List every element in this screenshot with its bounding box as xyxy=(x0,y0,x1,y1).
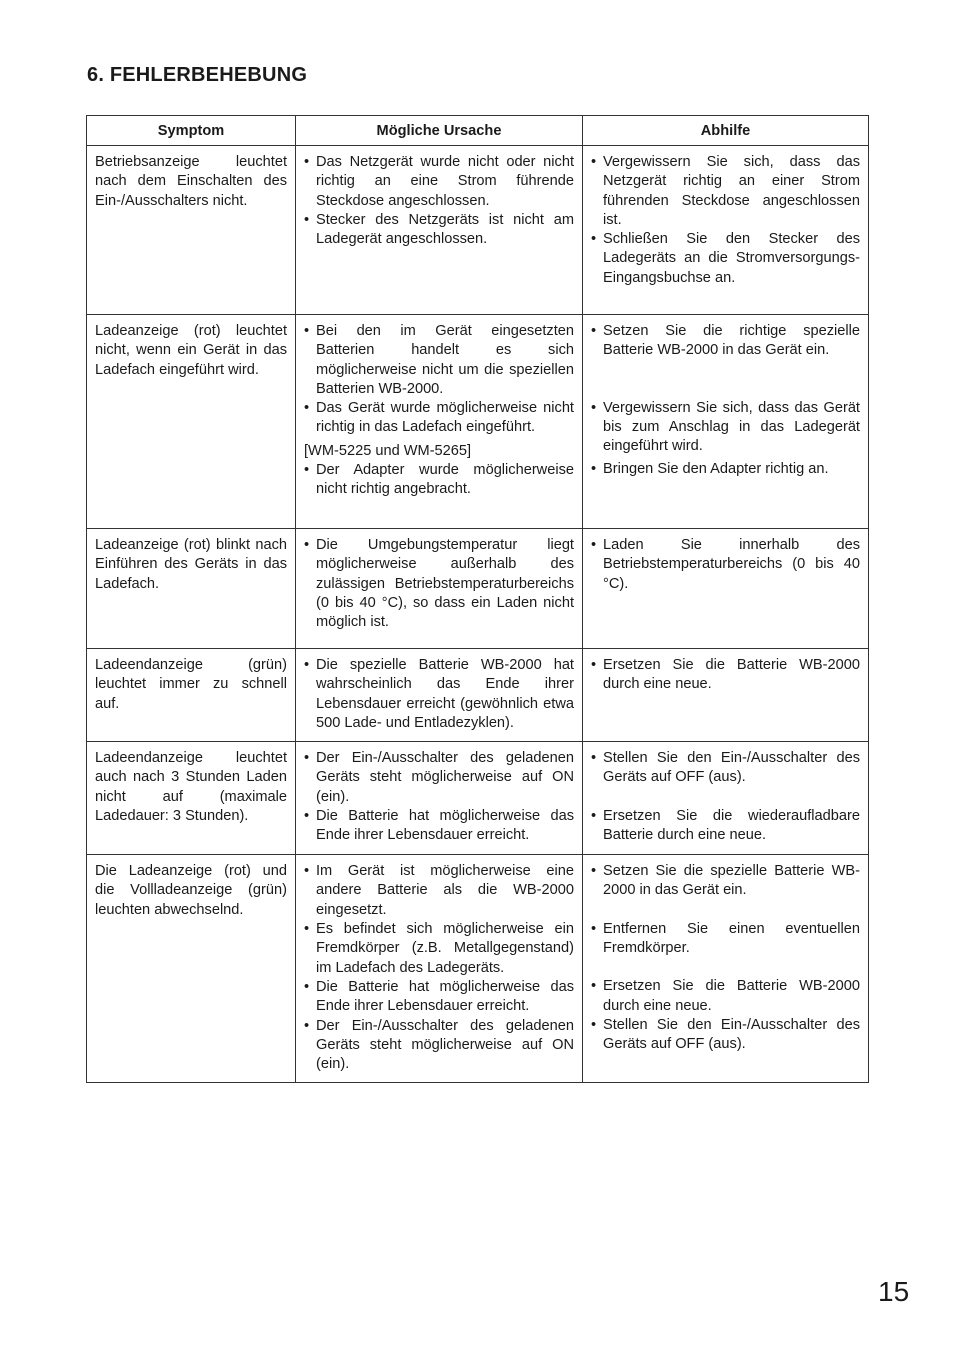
cause-cell xyxy=(296,146,583,315)
remedy-item: • Ersetzen Sie die Batterie WB-2000 durch eine neue. xyxy=(591,977,860,1016)
remedy-cell xyxy=(583,742,869,855)
remedy-item: • Bringen Sie den Adapter richtig an. xyxy=(591,460,860,479)
table-row xyxy=(87,742,869,855)
spacer xyxy=(591,788,860,807)
symptom-cell: Ladeendanzeige leuchtet auch nach 3 Stunden Laden nicht auf (maximale Ladedauer: 3 Stunden). xyxy=(87,742,296,855)
header-symptom: Symptom xyxy=(87,116,296,146)
remedy-item: • Setzen Sie die spezielle Batterie WB-2000 in das Gerät ein. xyxy=(591,862,860,901)
cause-item: • Stecker des Netzgeräts ist nicht am Ladegerät angeschlossen. xyxy=(304,211,574,250)
cause-cell xyxy=(296,649,583,742)
header-remedy: Abhilfe xyxy=(583,116,869,146)
table-row xyxy=(87,529,869,649)
cause-item: • Das Netzgerät wurde nicht oder nicht richtig an eine Strom führende Steckdose angeschlossen. xyxy=(304,153,574,211)
cause-cell xyxy=(296,855,583,1083)
page-number: 15 xyxy=(878,1276,910,1307)
cause-item: • Die spezielle Batterie WB-2000 hat wahrscheinlich das Ende ihrer Lebensdauer erreicht (gewöhnlich etwa 500 Lade- und Entladezyklen). xyxy=(304,656,574,733)
symptom-cell: Ladeanzeige (rot) blinkt nach Einführen des Geräts in das Ladefach. xyxy=(87,529,296,649)
spacer xyxy=(591,380,860,399)
table-row xyxy=(87,146,869,315)
cause-item: • Der Adapter wurde möglicherweise nicht richtig angebracht. xyxy=(304,461,574,500)
remedy-cell xyxy=(583,529,869,649)
remedy-cell xyxy=(583,315,869,529)
cause-cell xyxy=(296,529,583,649)
remedy-item: • Vergewissern Sie sich, dass das Gerät bis zum Anschlag in das Ladegerät eingeführt wird. xyxy=(591,399,860,457)
cause-item: • Es befindet sich möglicherweise ein Fremdkörper (z.B. Metallgegenstand) im Ladefach des Ladegeräts. xyxy=(304,920,574,978)
spacer xyxy=(591,361,860,380)
symptom-cell: Die Ladeanzeige (rot) und die Vollladeanzeige (grün) leuchten abwechselnd. xyxy=(87,855,296,1083)
spacer xyxy=(591,901,860,920)
remedy-cell xyxy=(583,855,869,1083)
cause-item: • Der Ein-/Ausschalter des geladenen Geräts steht möglicherweise auf ON (ein). xyxy=(304,749,574,807)
symptom-cell: Betriebsanzeige leuchtet nach dem Einschalten des Ein-/Ausschalters nicht. xyxy=(87,146,296,315)
troubleshooting-table xyxy=(86,115,869,1083)
cause-item: • Im Gerät ist möglicherweise eine andere Batterie als die WB-2000 eingesetzt. xyxy=(304,862,574,920)
remedy-item: • Setzen Sie die richtige spezielle Batterie WB-2000 in das Gerät ein. xyxy=(591,322,860,361)
remedy-item: • Vergewissern Sie sich, dass das Netzgerät richtig an einer Strom führenden Steckdose angeschlossen ist. xyxy=(591,153,860,230)
remedy-item: • Laden Sie innerhalb des Betriebstemperaturbereichs (0 bis 40 °C). xyxy=(591,536,860,594)
remedy-item: • Stellen Sie den Ein-/Ausschalter des Geräts auf OFF (aus). xyxy=(591,749,860,788)
model-note: [WM-5225 und WM-5265] xyxy=(304,442,472,459)
remedy-item: • Entfernen Sie einen eventuellen Fremdkörper. xyxy=(591,920,860,959)
cause-item: • Der Ein-/Ausschalter des geladenen Geräts steht möglicherweise auf ON (ein). xyxy=(304,1017,574,1075)
table-header-row xyxy=(87,116,869,146)
cause-cell xyxy=(296,315,583,529)
spacer xyxy=(591,958,860,977)
table-row xyxy=(87,855,869,1083)
remedy-item: • Ersetzen Sie die Batterie WB-2000 durch eine neue. xyxy=(591,656,860,695)
cause-item: • Die Umgebungstemperatur liegt möglicherweise außerhalb des zulässigen Betriebstemperaturbereichs (0 bis 40 °C), so dass ein Laden nicht möglich ist. xyxy=(304,536,574,632)
remedy-item: • Ersetzen Sie die wiederaufladbare Batterie durch eine neue. xyxy=(591,807,860,846)
table-row xyxy=(87,315,869,529)
remedy-item: • Stellen Sie den Ein-/Ausschalter des Geräts auf OFF (aus). xyxy=(591,1016,860,1055)
cause-item: • Die Batterie hat möglicherweise das Ende ihrer Lebensdauer erreicht. xyxy=(304,807,574,846)
cause-cell xyxy=(296,742,583,855)
cause-item: • Bei den im Gerät eingesetzten Batterien handelt es sich möglicherweise nicht um die speziellen Batterien WB-2000. xyxy=(304,322,574,399)
cause-item: • Die Batterie hat möglicherweise das Ende ihrer Lebensdauer erreicht. xyxy=(304,978,574,1017)
cause-item: • Das Gerät wurde möglicherweise nicht richtig in das Ladefach eingeführt. xyxy=(304,399,574,438)
header-cause: Mögliche Ursache xyxy=(296,116,583,146)
symptom-cell: Ladeanzeige (rot) leuchtet nicht, wenn ein Gerät in das Ladefach eingeführt wird. xyxy=(87,315,296,529)
remedy-cell xyxy=(583,649,869,742)
remedy-cell xyxy=(583,146,869,315)
table-row xyxy=(87,649,869,742)
remedy-item: • Schließen Sie den Stecker des Ladegeräts an die Stromversorgungs-Eingangsbuchse an. xyxy=(591,230,860,288)
page-title: 6. FEHLERBEHEBUNG xyxy=(87,64,308,86)
symptom-cell: Ladeendanzeige (grün) leuchtet immer zu schnell auf. xyxy=(87,649,296,742)
